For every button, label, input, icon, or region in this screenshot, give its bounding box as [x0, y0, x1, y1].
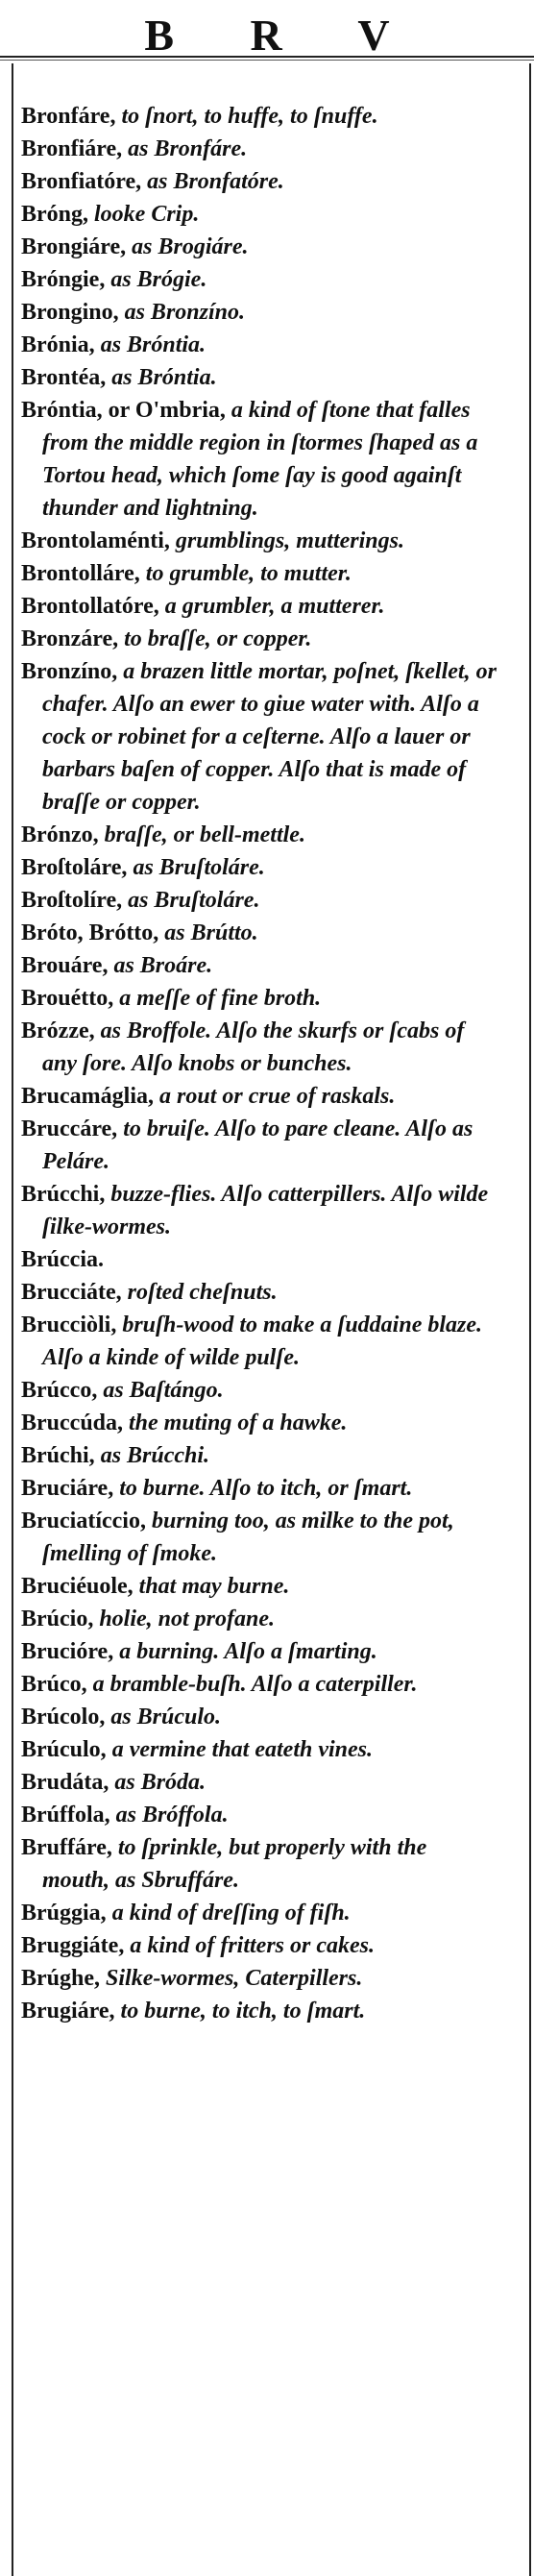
- entry-definition: as Brúcchi.: [94, 1443, 210, 1468]
- entry-headword: Brucióre,: [21, 1639, 114, 1664]
- entry-headword: Bronfáre,: [21, 104, 116, 129]
- dictionary-entry: [21, 623, 499, 655]
- page-header: [0, 0, 534, 61]
- entry-definition: to ſprinkle, but properly with the mouth, as Sbruffáre.: [42, 1835, 427, 1893]
- entry-definition: that may burne.: [133, 1574, 290, 1599]
- entry-headword: Bruciatíccio,: [21, 1509, 146, 1533]
- entry-headword: Brúggia,: [21, 1901, 107, 1926]
- entry-headword: Brúcolo,: [21, 1705, 106, 1730]
- dictionary-entry: [21, 949, 499, 982]
- column-rule-right: [529, 63, 531, 2576]
- dictionary-entry: [21, 263, 499, 296]
- entry-definition: as Broáre.: [108, 953, 213, 978]
- dictionary-entry: [21, 1995, 499, 2027]
- entry-headword: Brouétto,: [21, 986, 114, 1011]
- entry-headword: Brudáta,: [21, 1770, 109, 1795]
- dictionary-entry: [21, 819, 499, 851]
- dictionary-entry: [21, 1439, 499, 1472]
- running-head: B R V: [144, 11, 423, 60]
- entry-headword: Brúchi,: [21, 1443, 95, 1468]
- entry-headword: Bruffáre,: [21, 1835, 112, 1860]
- entry-definition: as Bronzíno.: [118, 300, 245, 325]
- header-rule: [0, 56, 534, 58]
- entry-headword: Bronfiáre,: [21, 136, 123, 161]
- entry-definition: a kind of fritters or cakes.: [124, 1933, 375, 1958]
- dictionary-entry: [21, 1962, 499, 1995]
- entry-definition: to bruiſe. Alſo to pare cleane. Alſo as Peláre.: [42, 1116, 473, 1174]
- entry-definition: bruſh-wood to make a ſuddaine blaze. Alſo a kinde of wilde pulſe.: [42, 1313, 483, 1370]
- entry-headword: Brúculo,: [21, 1737, 107, 1762]
- entry-definition: as Brúculo.: [105, 1705, 222, 1730]
- dictionary-entry: [21, 100, 499, 133]
- dictionary-entry: [21, 1080, 499, 1113]
- dictionary-column: [21, 100, 499, 2027]
- dictionary-entry: [21, 361, 499, 394]
- entry-definition: as Broffole. Alſo the skurfs or ſcabs of any ſore. Alſo knobs or bunches.: [42, 1018, 465, 1076]
- entry-definition: as Bróffola.: [109, 1803, 229, 1828]
- entry-definition: as Baſtángo.: [97, 1378, 224, 1403]
- entry-definition: holie, not profane.: [93, 1607, 276, 1631]
- dictionary-entry: [21, 1929, 499, 1962]
- dictionary-entry: [21, 655, 499, 819]
- entry-definition: a grumbler, a mutterer.: [158, 594, 385, 619]
- dictionary-entry: [21, 982, 499, 1015]
- entry-headword: Bronzíno,: [21, 659, 118, 684]
- entry-headword: Bróto, Brótto,: [21, 920, 159, 945]
- entry-headword: Brúcco,: [21, 1378, 98, 1403]
- entry-definition: as Brogiáre.: [126, 234, 249, 259]
- entry-definition: braſſe, or bell-mettle.: [98, 822, 305, 847]
- entry-definition: a meſſe of fine broth.: [113, 986, 322, 1011]
- entry-definition: to braſſe, or copper.: [118, 626, 312, 651]
- entry-headword: Brongiáre,: [21, 234, 127, 259]
- entry-definition: as Bronfáre.: [122, 136, 248, 161]
- entry-definition: to burne, to itch, to ſmart.: [114, 1999, 366, 2024]
- entry-headword: Broſtoláre,: [21, 855, 128, 880]
- dictionary-entry: [21, 1799, 499, 1831]
- entry-definition: roſted cheſnuts.: [121, 1280, 278, 1305]
- entry-headword: Brúghe,: [21, 1966, 101, 1991]
- entry-definition: Silke-wormes, Caterpillers.: [100, 1966, 363, 1991]
- entry-headword: Bruggiáte,: [21, 1933, 125, 1958]
- entry-headword: Brúcchi,: [21, 1182, 106, 1207]
- entry-definition: as Bróntia.: [106, 365, 217, 390]
- dictionary-entry: [21, 917, 499, 949]
- entry-headword: Brontolaménti,: [21, 528, 170, 553]
- dictionary-entry: [21, 1113, 499, 1178]
- dictionary-entry: [21, 1243, 499, 1276]
- dictionary-entry: [21, 525, 499, 557]
- dictionary-entry: [21, 133, 499, 165]
- dictionary-entry: [21, 1309, 499, 1374]
- entry-definition: a brazen little mortar, poſnet, ſkellet, or chafer. Alſo an ewer to giue water with. Alſo a cock or robinet for a ceſterne. Alſo a lauer or barbars baſen of copper. Alſo that is made of braſſe or copper.: [42, 659, 497, 815]
- entry-headword: Brucciáte,: [21, 1280, 122, 1305]
- entry-definition: buzze-flies. Alſo catterpillers. Alſo wilde ſilke-wormes.: [42, 1182, 489, 1239]
- header-rule-thin: [0, 60, 534, 61]
- dictionary-entry: [21, 329, 499, 361]
- entry-headword: Brontéa,: [21, 365, 107, 390]
- entry-headword: Brúccia.: [21, 1247, 104, 1272]
- entry-headword: Brontollatóre,: [21, 594, 159, 619]
- dictionary-entry: [21, 198, 499, 231]
- dictionary-entry: [21, 1766, 499, 1799]
- entry-headword: Brucamáglia,: [21, 1084, 154, 1109]
- entry-definition: looke Crip.: [88, 202, 200, 227]
- entry-headword: Brucciòli,: [21, 1313, 117, 1337]
- entry-definition: the muting of a hawke.: [123, 1411, 348, 1435]
- dictionary-entry: [21, 1897, 499, 1929]
- dictionary-entry: [21, 1570, 499, 1603]
- entry-headword: Brónzo,: [21, 822, 99, 847]
- dictionary-entry: [21, 1374, 499, 1407]
- entry-definition: as Bróda.: [109, 1770, 206, 1795]
- entry-definition: to ſnort, to huffe, to ſnuffe.: [115, 104, 378, 129]
- entry-headword: Bruccáre,: [21, 1116, 118, 1141]
- entry-definition: a burning. Alſo a ſmarting.: [113, 1639, 377, 1664]
- dictionary-entry: [21, 394, 499, 525]
- column-rule-left: [12, 63, 13, 2576]
- entry-definition: as Bruſtoláre.: [122, 888, 260, 913]
- entry-headword: Bruciéuole,: [21, 1574, 134, 1599]
- entry-definition: as Bronfatóre.: [141, 169, 284, 194]
- dictionary-entry: [21, 1472, 499, 1505]
- entry-headword: Brúco,: [21, 1672, 87, 1697]
- dictionary-entry: [21, 1831, 499, 1897]
- entry-definition: a kind of dreſſing of fiſh.: [106, 1901, 351, 1926]
- entry-headword: Broſtolíre,: [21, 888, 123, 913]
- dictionary-entry: [21, 296, 499, 329]
- entry-definition: to grumble, to mutter.: [139, 561, 352, 586]
- dictionary-entry: [21, 1407, 499, 1439]
- entry-definition: as Bróntia.: [94, 332, 206, 357]
- dictionary-entry: [21, 851, 499, 884]
- entry-definition: as Bruſtoláre.: [127, 855, 265, 880]
- dictionary-entry: [21, 231, 499, 263]
- entry-definition: to burne. Alſo to itch, or ſmart.: [113, 1476, 413, 1501]
- entry-definition: as Brútto.: [158, 920, 258, 945]
- entry-headword: Bronzáre,: [21, 626, 119, 651]
- entry-headword: Brugiáre,: [21, 1999, 115, 2024]
- entry-headword: Bróng,: [21, 202, 89, 227]
- dictionary-entry: [21, 590, 499, 623]
- entry-definition: a bramble-buſh. Alſo a caterpiller.: [86, 1672, 418, 1697]
- entry-headword: Brontolláre,: [21, 561, 140, 586]
- dictionary-entry: [21, 1635, 499, 1668]
- entry-definition: grumblings, mutterings.: [169, 528, 404, 553]
- entry-definition: a kind of ſtone that falles from the middle region in ſtormes ſhaped as a Tortou head, which ſome ſay is good againſt thunder and lightning.: [42, 398, 478, 521]
- entry-headword: Brongino,: [21, 300, 119, 325]
- entry-headword: Brónia,: [21, 332, 95, 357]
- entry-headword: Brózze,: [21, 1018, 95, 1043]
- entry-definition: burning too, as milke to the pot, ſmelling of ſmoke.: [42, 1509, 454, 1566]
- entry-headword: Bróntia, or O'mbria,: [21, 398, 226, 423]
- entry-headword: Brouáre,: [21, 953, 109, 978]
- dictionary-entry: [21, 1701, 499, 1733]
- dictionary-entry: [21, 1276, 499, 1309]
- entry-headword: Bruciáre,: [21, 1476, 114, 1501]
- dictionary-entry: [21, 1178, 499, 1243]
- entry-headword: Bruccúda,: [21, 1411, 124, 1435]
- dictionary-entry: [21, 884, 499, 917]
- dictionary-entry: [21, 1505, 499, 1570]
- entry-definition: a vermine that eateth vines.: [106, 1737, 373, 1762]
- dictionary-entry: [21, 557, 499, 590]
- entry-definition: a rout or crue of raskals.: [154, 1084, 396, 1109]
- dictionary-entry: [21, 1733, 499, 1766]
- entry-definition: as Brógie.: [105, 267, 207, 292]
- entry-headword: Brúffola,: [21, 1803, 110, 1828]
- entry-headword: Bróngie,: [21, 267, 106, 292]
- dictionary-entry: [21, 1015, 499, 1080]
- dictionary-entry: [21, 1668, 499, 1701]
- dictionary-entry: [21, 1603, 499, 1635]
- dictionary-entry: [21, 165, 499, 198]
- entry-headword: Bronfiatóre,: [21, 169, 142, 194]
- entry-headword: Brúcio,: [21, 1607, 94, 1631]
